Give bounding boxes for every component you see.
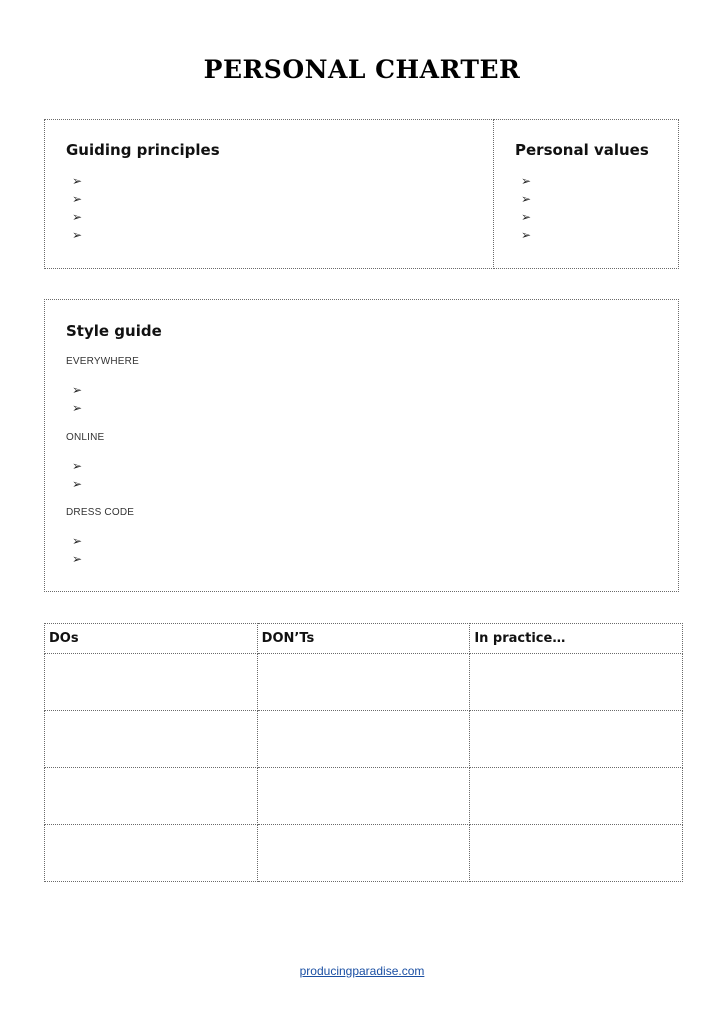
table-row <box>45 768 683 825</box>
online-list <box>72 457 82 493</box>
table-cell[interactable] <box>470 825 683 882</box>
style-guide-box <box>44 299 679 592</box>
bullet-arrow-icon: ➢ <box>521 210 532 224</box>
table-cell[interactable] <box>257 654 470 711</box>
table-cell[interactable] <box>257 825 470 882</box>
bullet-arrow-icon: ➢ <box>72 192 83 206</box>
table-cell[interactable] <box>45 711 258 768</box>
table-cell[interactable] <box>257 711 470 768</box>
bullet-arrow-icon: ➢ <box>521 228 532 242</box>
footer-website-link[interactable]: producingparadise.com <box>299 964 425 978</box>
bullet-arrow-icon: ➢ <box>521 192 532 206</box>
table-cell[interactable] <box>470 768 683 825</box>
bullet-arrow-icon: ➢ <box>72 383 83 397</box>
everywhere-subheading: EVERYWHERE <box>66 356 139 367</box>
guiding-principles-list <box>72 172 82 244</box>
table-cell[interactable] <box>470 711 683 768</box>
dress-code-list <box>72 532 82 568</box>
in-practice-column-header: In practice… <box>470 624 683 654</box>
table-cell[interactable] <box>45 654 258 711</box>
bullet-arrow-icon: ➢ <box>72 459 83 473</box>
bullet-arrow-icon: ➢ <box>72 174 83 188</box>
table-cell[interactable] <box>257 768 470 825</box>
bullet-arrow-icon: ➢ <box>72 534 83 548</box>
style-guide-heading: Style guide <box>66 322 162 340</box>
personal-values-heading: Personal values <box>515 141 649 159</box>
bullet-arrow-icon: ➢ <box>72 228 83 242</box>
dos-donts-table <box>44 623 683 882</box>
bullet-arrow-icon: ➢ <box>72 210 83 224</box>
bullet-arrow-icon: ➢ <box>72 552 83 566</box>
guiding-principles-heading: Guiding principles <box>66 141 220 159</box>
dos-column-header: DOs <box>45 624 258 654</box>
bullet-arrow-icon: ➢ <box>72 401 83 415</box>
dress-code-subheading: DRESS CODE <box>66 507 135 518</box>
page-title: PERSONAL CHARTER <box>203 55 521 84</box>
table-cell[interactable] <box>470 654 683 711</box>
table-row <box>45 654 683 711</box>
table-cell[interactable] <box>45 768 258 825</box>
table-cell[interactable] <box>45 825 258 882</box>
bullet-arrow-icon: ➢ <box>521 174 532 188</box>
table-row <box>45 825 683 882</box>
table-header-row <box>45 624 683 654</box>
table-row <box>45 711 683 768</box>
donts-column-header: DON’Ts <box>257 624 470 654</box>
online-subheading: ONLINE <box>66 432 105 443</box>
everywhere-list <box>72 381 82 417</box>
personal-values-list <box>521 172 531 244</box>
bullet-arrow-icon: ➢ <box>72 477 83 491</box>
